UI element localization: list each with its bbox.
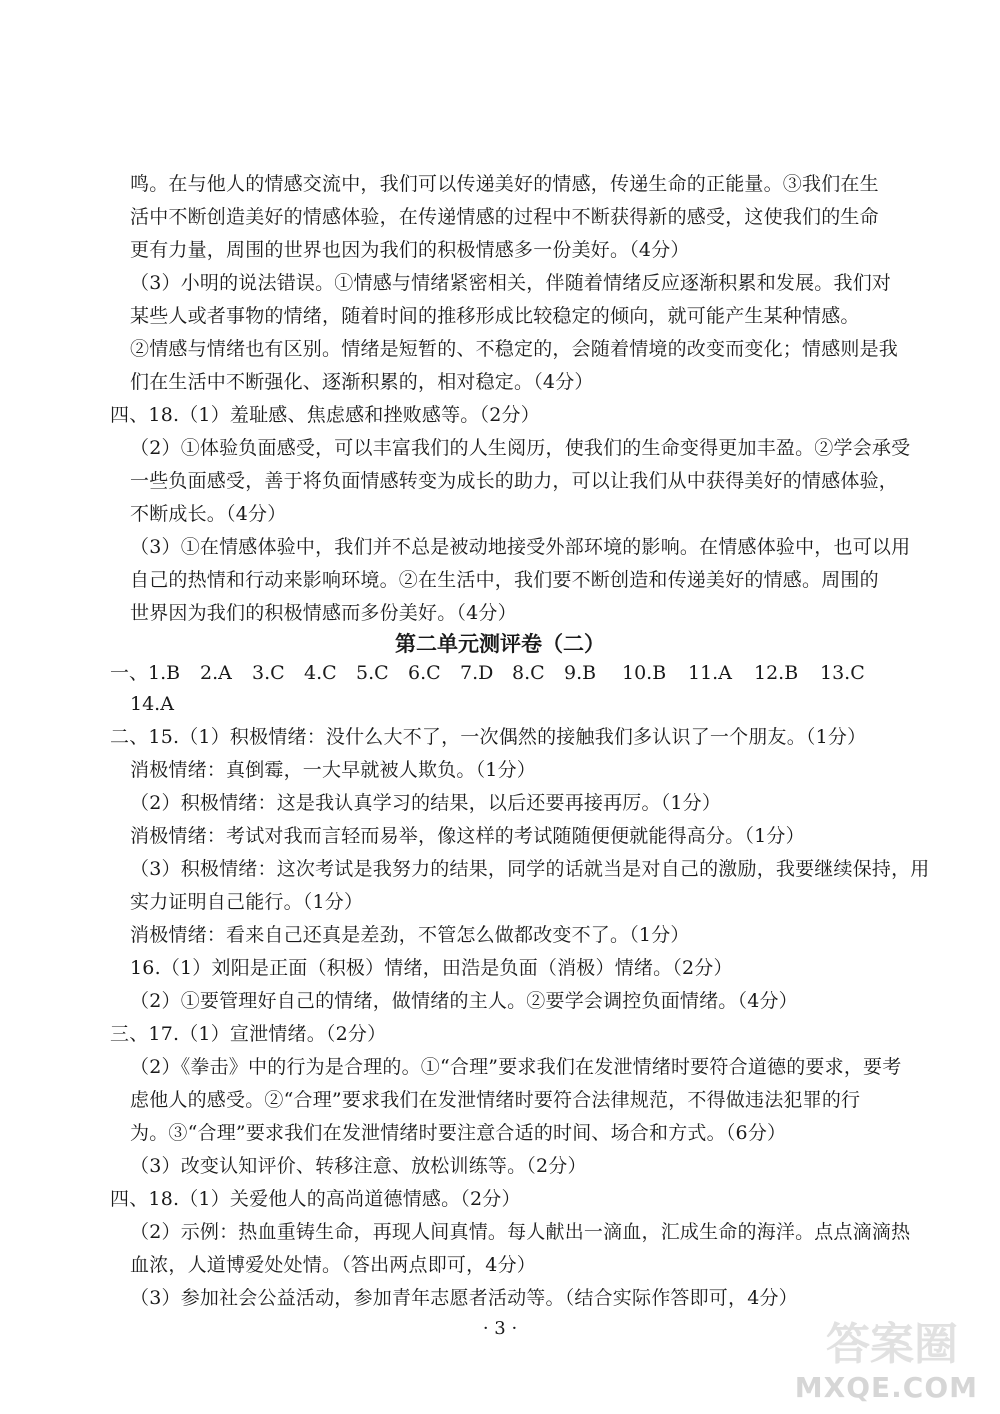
text-line: 虑他人的感受。②“合理”要求我们在发泄情绪时要符合法律规范，不得做违法犯罪的行 bbox=[130, 1089, 861, 1111]
text-line: 消极情绪：考试对我而言轻而易举，像这样的考试随随便便就能得高分。（1分） bbox=[130, 825, 805, 847]
mc-answer: 11.A bbox=[688, 662, 732, 684]
text-line: 世界因为我们的积极情感而多份美好。（4分） bbox=[130, 602, 517, 624]
text-line: 实力证明自己能行。（1分） bbox=[130, 891, 364, 913]
text-line: 消极情绪：真倒霉，一大早就被人欺负。（1分） bbox=[130, 759, 536, 781]
mc-answer: 3.C bbox=[252, 662, 285, 684]
watermark-logo-text: 答案圈 bbox=[826, 1319, 958, 1370]
text-line: （3）①在情感体验中，我们并不总是被动地接受外部环境的影响。在情感体验中，也可以用 bbox=[130, 536, 911, 558]
text-line: （2）①体验负面感受，可以丰富我们的人生阅历，使我们的生命变得更加丰盈。②学会承受 bbox=[130, 437, 911, 459]
text-line: 血浓，人道博爱处处情。（答出两点即可，4分） bbox=[130, 1254, 536, 1276]
text-line: （2）积极情绪：这是我认真学习的结果，以后还要再接再厉。（1分） bbox=[130, 792, 722, 814]
text-line: （3）参加社会公益活动，参加青年志愿者活动等。（结合实际作答即可，4分） bbox=[130, 1287, 798, 1309]
text-line: 某些人或者事物的情绪，随着时间的推移形成比较稳定的倾向，就可能产生某种情感。 bbox=[130, 305, 860, 327]
page-number: · 3 · bbox=[482, 1318, 518, 1339]
text-line: 一些负面感受，善于将负面情感转变为成长的助力，可以让我们从中获得美好的情感体验， bbox=[130, 470, 899, 492]
question-heading: 四、18.（1）羞耻感、焦虑感和挫败感等。（2分） bbox=[110, 404, 540, 426]
mc-answer: 1.B bbox=[148, 662, 181, 684]
mc-prefix: 一、 bbox=[110, 662, 149, 684]
mc-answer: 9.B bbox=[564, 662, 597, 684]
question-heading: 四、18.（1）关爱他人的高尚道德情感。（2分） bbox=[110, 1188, 521, 1210]
text-line: 鸣。在与他人的情感交流中，我们可以传递美好的情感，传递生命的正能量。③我们在生 bbox=[130, 173, 879, 195]
text-line: 们在生活中不断强化、逐渐积累的，相对稳定。（4分） bbox=[130, 371, 594, 393]
mc-answer: 8.C bbox=[512, 662, 545, 684]
text-line: （3）积极情绪：这次考试是我努力的结果，同学的话就当是对自己的激励，我要继续保持，用 bbox=[130, 858, 930, 880]
mc-answer: 6.C bbox=[408, 662, 441, 684]
text-line: （3）小明的说法错误。①情感与情绪紧密相关，伴随着情绪反应逐渐积累和发展。我们对 bbox=[130, 272, 892, 294]
section-title: 第二单元测评卷（二） bbox=[395, 632, 605, 656]
text-line: 消极情绪：看来自己还真是差劲，不管怎么做都改变不了。（1分） bbox=[130, 924, 690, 946]
question-heading: 二、15.（1）积极情绪：没什么大不了，一次偶然的接触我们多认识了一个朋友。（1分） bbox=[110, 726, 867, 748]
text-line: ②情感与情绪也有区别。情绪是短暂的、不稳定的，会随着情境的改变而变化；情感则是我 bbox=[130, 338, 899, 360]
mc-answer: 7.D bbox=[460, 662, 494, 684]
watermark-logo bbox=[778, 1304, 978, 1404]
mc-answer: 10.B bbox=[622, 662, 667, 684]
mc-answer: 2.A bbox=[200, 662, 232, 684]
mc-answer: 13.C bbox=[820, 662, 865, 684]
watermark-url: MXQE.COM bbox=[794, 1371, 978, 1404]
mc-answer: 12.B bbox=[754, 662, 799, 684]
text-line: 自己的热情和行动来影响环境。②在生活中，我们要不断创造和传递美好的情感。周围的 bbox=[130, 569, 879, 591]
mc-answer: 14.A bbox=[130, 693, 174, 715]
text-line: 活中不断创造美好的情感体验，在传递情感的过程中不断获得新的感受，这使我们的生命 bbox=[130, 206, 879, 228]
text-line: （2）示例：热血重铸生命，再现人间真情。每人献出一滴血，汇成生命的海洋。点点滴滴热 bbox=[130, 1221, 911, 1243]
text-line: 不断成长。（4分） bbox=[130, 503, 287, 525]
question-heading: 三、17.（1）宣泄情绪。（2分） bbox=[110, 1023, 387, 1045]
text-line: （2）①要管理好自己的情绪，做情绪的主人。②要学会调控负面情绪。（4分） bbox=[130, 990, 798, 1012]
mc-answer: 5.C bbox=[356, 662, 389, 684]
text-line: （3）改变认知评价、转移注意、放松训练等。（2分） bbox=[130, 1155, 587, 1177]
mc-answer: 4.C bbox=[304, 662, 337, 684]
text-line: （2）《拳击》中的行为是合理的。①“合理”要求我们在发泄情绪时要符合道德的要求，要考 bbox=[130, 1056, 902, 1078]
question-heading: 16.（1）刘阳是正面（积极）情绪，田浩是负面（消极）情绪。（2分） bbox=[130, 957, 733, 979]
text-line: 更有力量，周围的世界也因为我们的积极情感多一份美好。（4分） bbox=[130, 239, 690, 261]
text-line: 为。③“合理”要求我们在发泄情绪时要注意合适的时间、场合和方式。（6分） bbox=[130, 1122, 787, 1144]
